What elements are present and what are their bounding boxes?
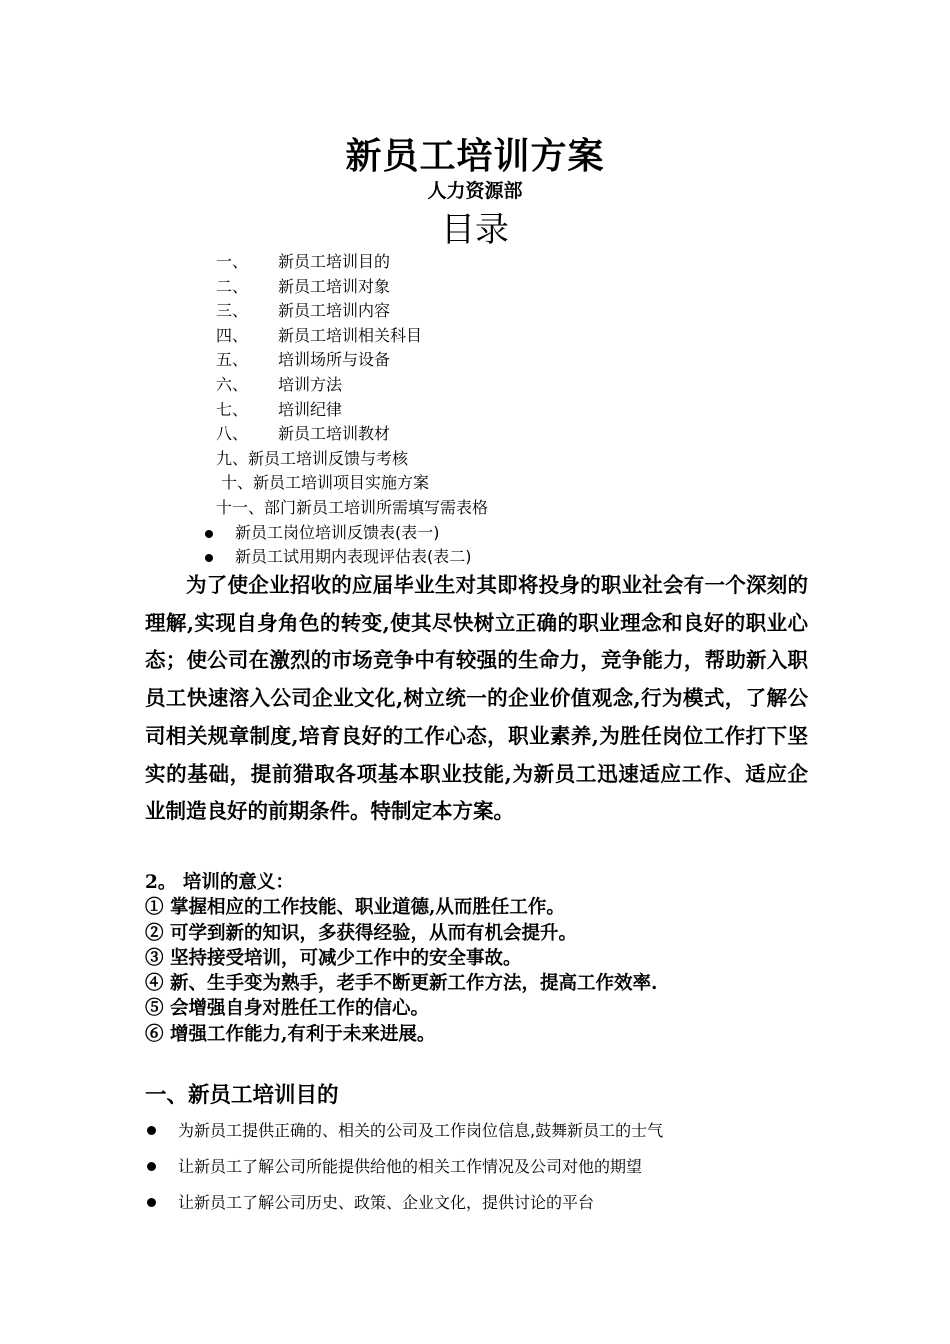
toc-item [0,348,950,373]
toc-item [0,447,950,472]
bullet-icon [147,1198,156,1207]
toc-item-label: 新员工培训教材 [278,424,391,444]
bullet-icon [147,1126,156,1135]
toc-item-label: 培训纪律 [278,399,343,419]
toc-item-number: 三、 [216,301,249,321]
training-meaning-item: ⑥ 增强工作能力,有利于未来进展。 [145,1023,436,1045]
toc-item [0,275,950,300]
toc-item-label: 新员工培训相关科目 [278,325,423,345]
training-meaning-item: ④ 新、生手变为熟手，老手不断更新工作方法，提高工作效率. [145,973,658,995]
toc-item-label: 九、新员工培训反馈与考核 [216,448,409,468]
toc-item-number: 八、 [216,424,249,444]
toc-item-number: 四、 [216,325,249,345]
training-meaning-heading: 2。 培训的意义： [145,872,294,893]
toc-item [0,422,950,447]
toc-item-label: 十一、部门新员工培训所需填写需表格 [216,497,489,517]
toc-item [0,250,950,275]
list-item [0,1154,950,1190]
toc-item-label: 培训场所与设备 [278,350,391,370]
toc-item-number: 二、 [216,276,249,296]
section-heading: 一、新员工培训目的 [145,1083,339,1108]
bullet-icon [205,554,213,562]
training-meaning-item: ① 掌握相应的工作技能、职业道德,从而胜任工作。 [145,897,565,919]
toc-item-label: 培训方法 [278,374,343,394]
intro-paragraph: 为了使企业招收的应届毕业生对其即将投身的职业社会有一个深刻的理解,实现自身角色的转变,使其尽快树立正确的职业理念和良好的职业心态；使公司在激烈的市场竞争中有较强的生命力，竞争能力，帮助新入职员工快速溶入公司企业文化,树立统一的企业价值观念,行为模式，了解公司相关规章制度,培育良好的工作心态，职业素养,为胜任岗位工作打下坚实的基础，提前猎取各项基本职业技能,为新员工迅速适应工作、适应企业制造良好的前期条件。特制定本方案。 [145,573,808,824]
toc-item-label: 新员工培训目的 [278,252,391,271]
toc-item-number: 七、 [216,399,249,419]
toc-item-number: 一、 [216,252,249,271]
toc-item [0,299,950,324]
bullet-icon [147,1162,156,1171]
list-item [0,1118,950,1154]
training-meaning-section [145,870,825,1047]
bullet-icon [205,530,213,538]
toc-item [0,373,950,398]
toc-sub-item-label: 新员工试用期内表现评估表(表二) [235,547,472,567]
training-meaning-item: ③ 坚持接受培训，可减少工作中的安全事故。 [145,947,522,969]
document-title: 新员工培训方案 [345,136,605,177]
toc-sub-item-label: 新员工岗位培训反馈表(表一) [235,522,440,542]
list-item-text: 让新员工了解公司所能提供给他的相关工作情况及公司对他的期望 [178,1157,643,1176]
department-name: 人力资源部 [427,180,523,202]
list-item [0,1190,950,1226]
toc-item [0,496,950,521]
toc-sub-item [0,521,950,546]
section-bullet-list [0,1118,950,1226]
toc-item-number: 五、 [216,350,249,370]
toc-item-label: 十、新员工培训项目实施方案 [221,473,430,493]
toc-item-number: 六、 [216,374,249,394]
toc-item [0,324,950,349]
toc-item-label: 新员工培训对象 [278,276,391,296]
list-item-text: 为新员工提供正确的、相关的公司及工作岗位信息,鼓舞新员工的士气 [178,1121,664,1140]
training-meaning-item: ⑤ 会增强自身对胜任工作的信心。 [145,998,429,1020]
toc-item [0,471,950,496]
list-item-text: 让新员工了解公司历史、政策、企业文化，提供讨论的平台 [178,1193,595,1212]
table-of-contents [0,250,950,570]
training-meaning-item: ② 可学到新的知识，多获得经验，从而有机会提升。 [145,922,577,944]
toc-item-label: 新员工培训内容 [278,301,391,321]
toc-item [0,398,950,423]
toc-heading: 目录 [441,210,509,250]
